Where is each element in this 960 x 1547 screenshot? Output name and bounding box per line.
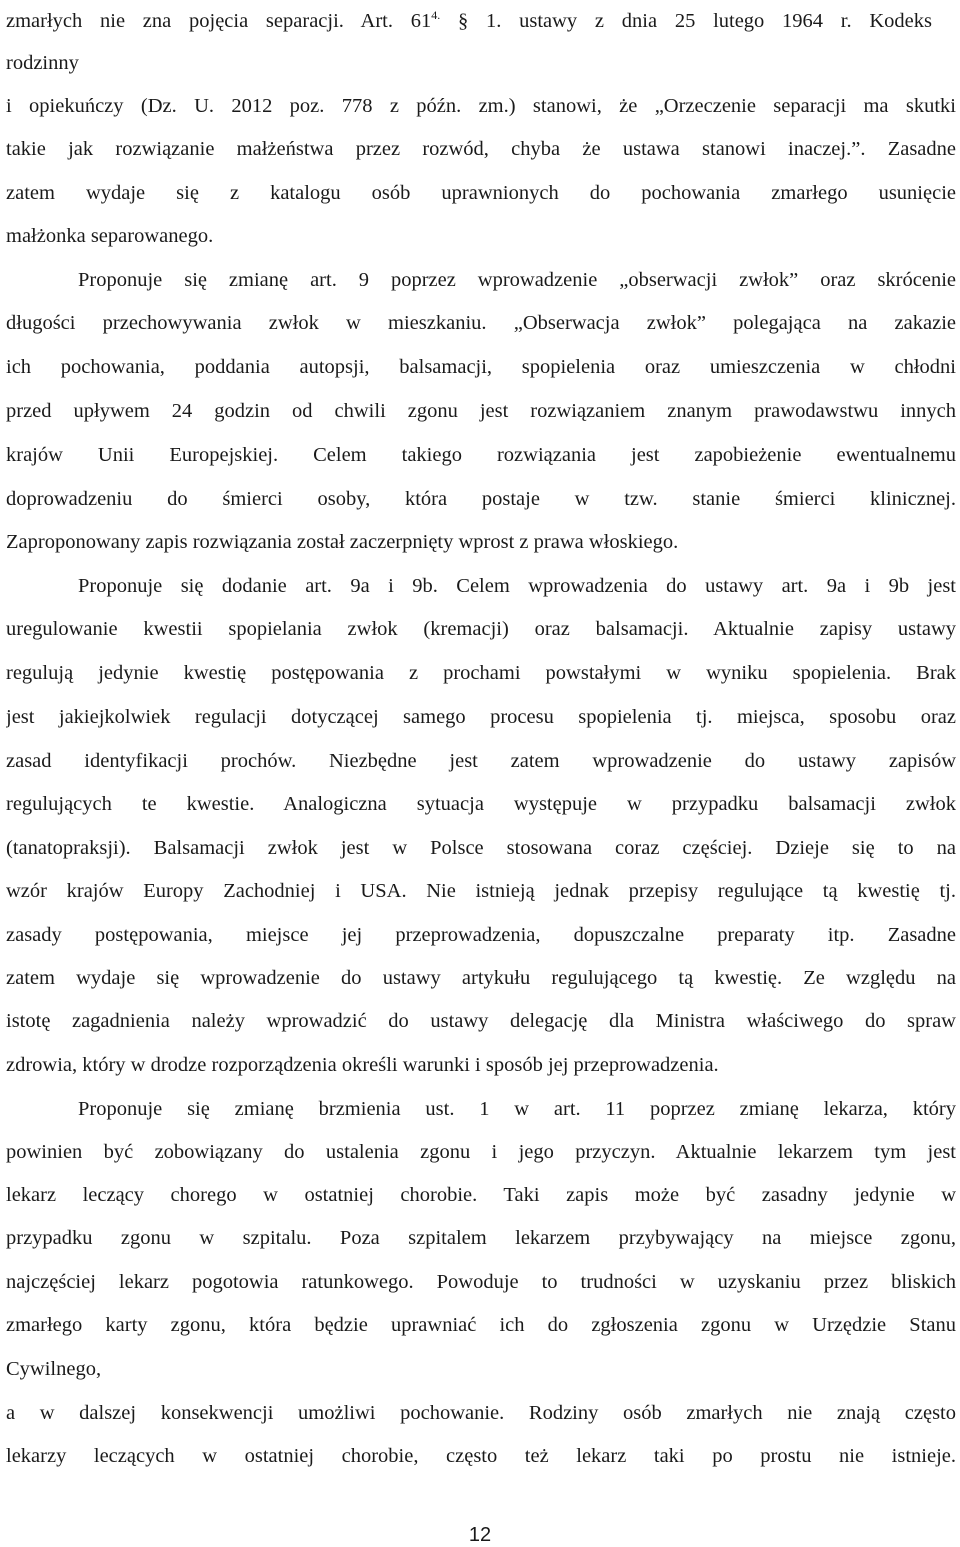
text-line: rodzinny <box>6 52 79 74</box>
text-line: Proponuje się zmianę brzmienia ust. 1 w art. 11 poprzez zmianę lekarza, który <box>78 1098 956 1120</box>
text-line: Proponuje się dodanie art. 9a i 9b. Celem wprowadzenia do ustawy art. 9a i 9b jest <box>78 575 956 597</box>
text-line: wzór krajów Europy Zachodniej i USA. Nie istnieją jednak przepisy regulujące tą kwestię tj. <box>6 880 956 902</box>
text-line: (tanatopraksji). Balsamacji zwłok jest w Polsce stosowana coraz częściej. Dzieje się to na <box>6 837 956 859</box>
text-line: takie jak rozwiązanie małżeństwa przez rozwód, chyba że ustawa stanowi inaczej.”. Zasadne <box>6 138 956 160</box>
text-line: Proponuje się zmianę art. 9 poprzez wprowadzenie „obserwacji zwłok” oraz skrócenie <box>78 269 956 291</box>
text-line: doprowadzeniu do śmierci osoby, która postaje w tzw. stanie śmierci klinicznej. <box>6 488 956 510</box>
text-line: uregulowanie kwestii spopielania zwłok (kremacji) oraz balsamacji. Aktualnie zapisy ustawy <box>6 618 956 640</box>
text-line: najczęściej lekarz pogotowia ratunkowego. Powoduje to trudności w uzyskaniu przez bliskich <box>6 1271 956 1293</box>
text-line: zasady postępowania, miejsce jej przeprowadzenia, dopuszczalne preparaty itp. Zasadne <box>6 924 956 946</box>
page-number: 12 <box>468 1524 492 1546</box>
text-line: ich pochowania, poddania autopsji, balsamacji, spopielenia oraz umieszczenia w chłodni <box>6 356 956 378</box>
text-line: długości przechowywania zwłok w mieszkaniu. „Obserwacja zwłok” polegająca na zakazie <box>6 312 956 334</box>
text-line: zmarłego karty zgonu, która będzie uprawniać ich do zgłoszenia zgonu w Urzędzie Stanu <box>6 1314 956 1336</box>
text-line: jest jakiejkolwiek regulacji dotyczącej samego procesu spopielenia tj. miejsca, sposobu oraz <box>6 706 956 728</box>
text-line: Cywilnego, <box>6 1358 102 1380</box>
text-line: zasad identyfikacji prochów. Niezbędne jest zatem wprowadzenie do ustawy zapisów <box>6 750 956 772</box>
text-line: i opiekuńczy (Dz. U. 2012 poz. 778 z późn. zm.) stanowi, że „Orzeczenie separacji ma skutki <box>6 95 956 117</box>
text-line: małżonka separowanego. <box>6 225 214 247</box>
text-line: przypadku zgonu w szpitalu. Poza szpitalem lekarzem przybywający na miejsce zgonu, <box>6 1227 956 1249</box>
text-line: zatem wydaje się wprowadzenie do ustawy artykułu regulującego tą kwestię. Ze względu na <box>6 967 956 989</box>
text-line: przed upływem 24 godzin od chwili zgonu jest rozwiązaniem znanym prawodawstwu innych <box>6 400 956 422</box>
text-line: regulują jedynie kwestię postępowania z prochami powstałymi w wyniku spopielenia. Brak <box>6 662 956 684</box>
text-line: zmarłych nie zna pojęcia separacji. Art. $61^{4.}$ § 1. ustawy z dnia 25 lutego 1964 r. Kodeks <box>6 9 932 32</box>
text-line: regulujących te kwestie. Analogiczna sytuacja występuje w przypadku balsamacji zwłok <box>6 793 956 815</box>
text-line: powinien być zobowiązany do ustalenia zgonu i jego przyczyn. Aktualnie lekarzem tym jest <box>6 1141 956 1163</box>
text-line: krajów Unii Europejskiej. Celem takiego rozwiązania jest zapobieżenie ewentualnemu <box>6 444 956 466</box>
text-line: zatem wydaje się z katalogu osób uprawnionych do pochowania zmarłego usunięcie <box>6 182 956 204</box>
text-line: zdrowia, który w drodze rozporządzenia określi warunki i sposób jej przeprowadzenia. <box>6 1054 719 1076</box>
text-line: lekarzy leczących w ostatniej chorobie, często też lekarz taki po prostu nie istnieje. <box>6 1445 956 1467</box>
superscript: 4. <box>431 9 441 22</box>
text-line: Zaproponowany zapis rozwiązania został zaczerpnięty wprost z prawa włoskiego. <box>6 531 679 553</box>
text-line: istotę zagadnienia należy wprowadzić do ustawy delegację dla Ministra właściwego do spraw <box>6 1010 956 1032</box>
text-line: lekarz leczący chorego w ostatniej chorobie. Taki zapis może być zasadny jedynie w <box>6 1184 956 1206</box>
text-line: a w dalszej konsekwencji umożliwi pochowanie. Rodziny osób zmarłych nie znają często <box>6 1402 956 1424</box>
